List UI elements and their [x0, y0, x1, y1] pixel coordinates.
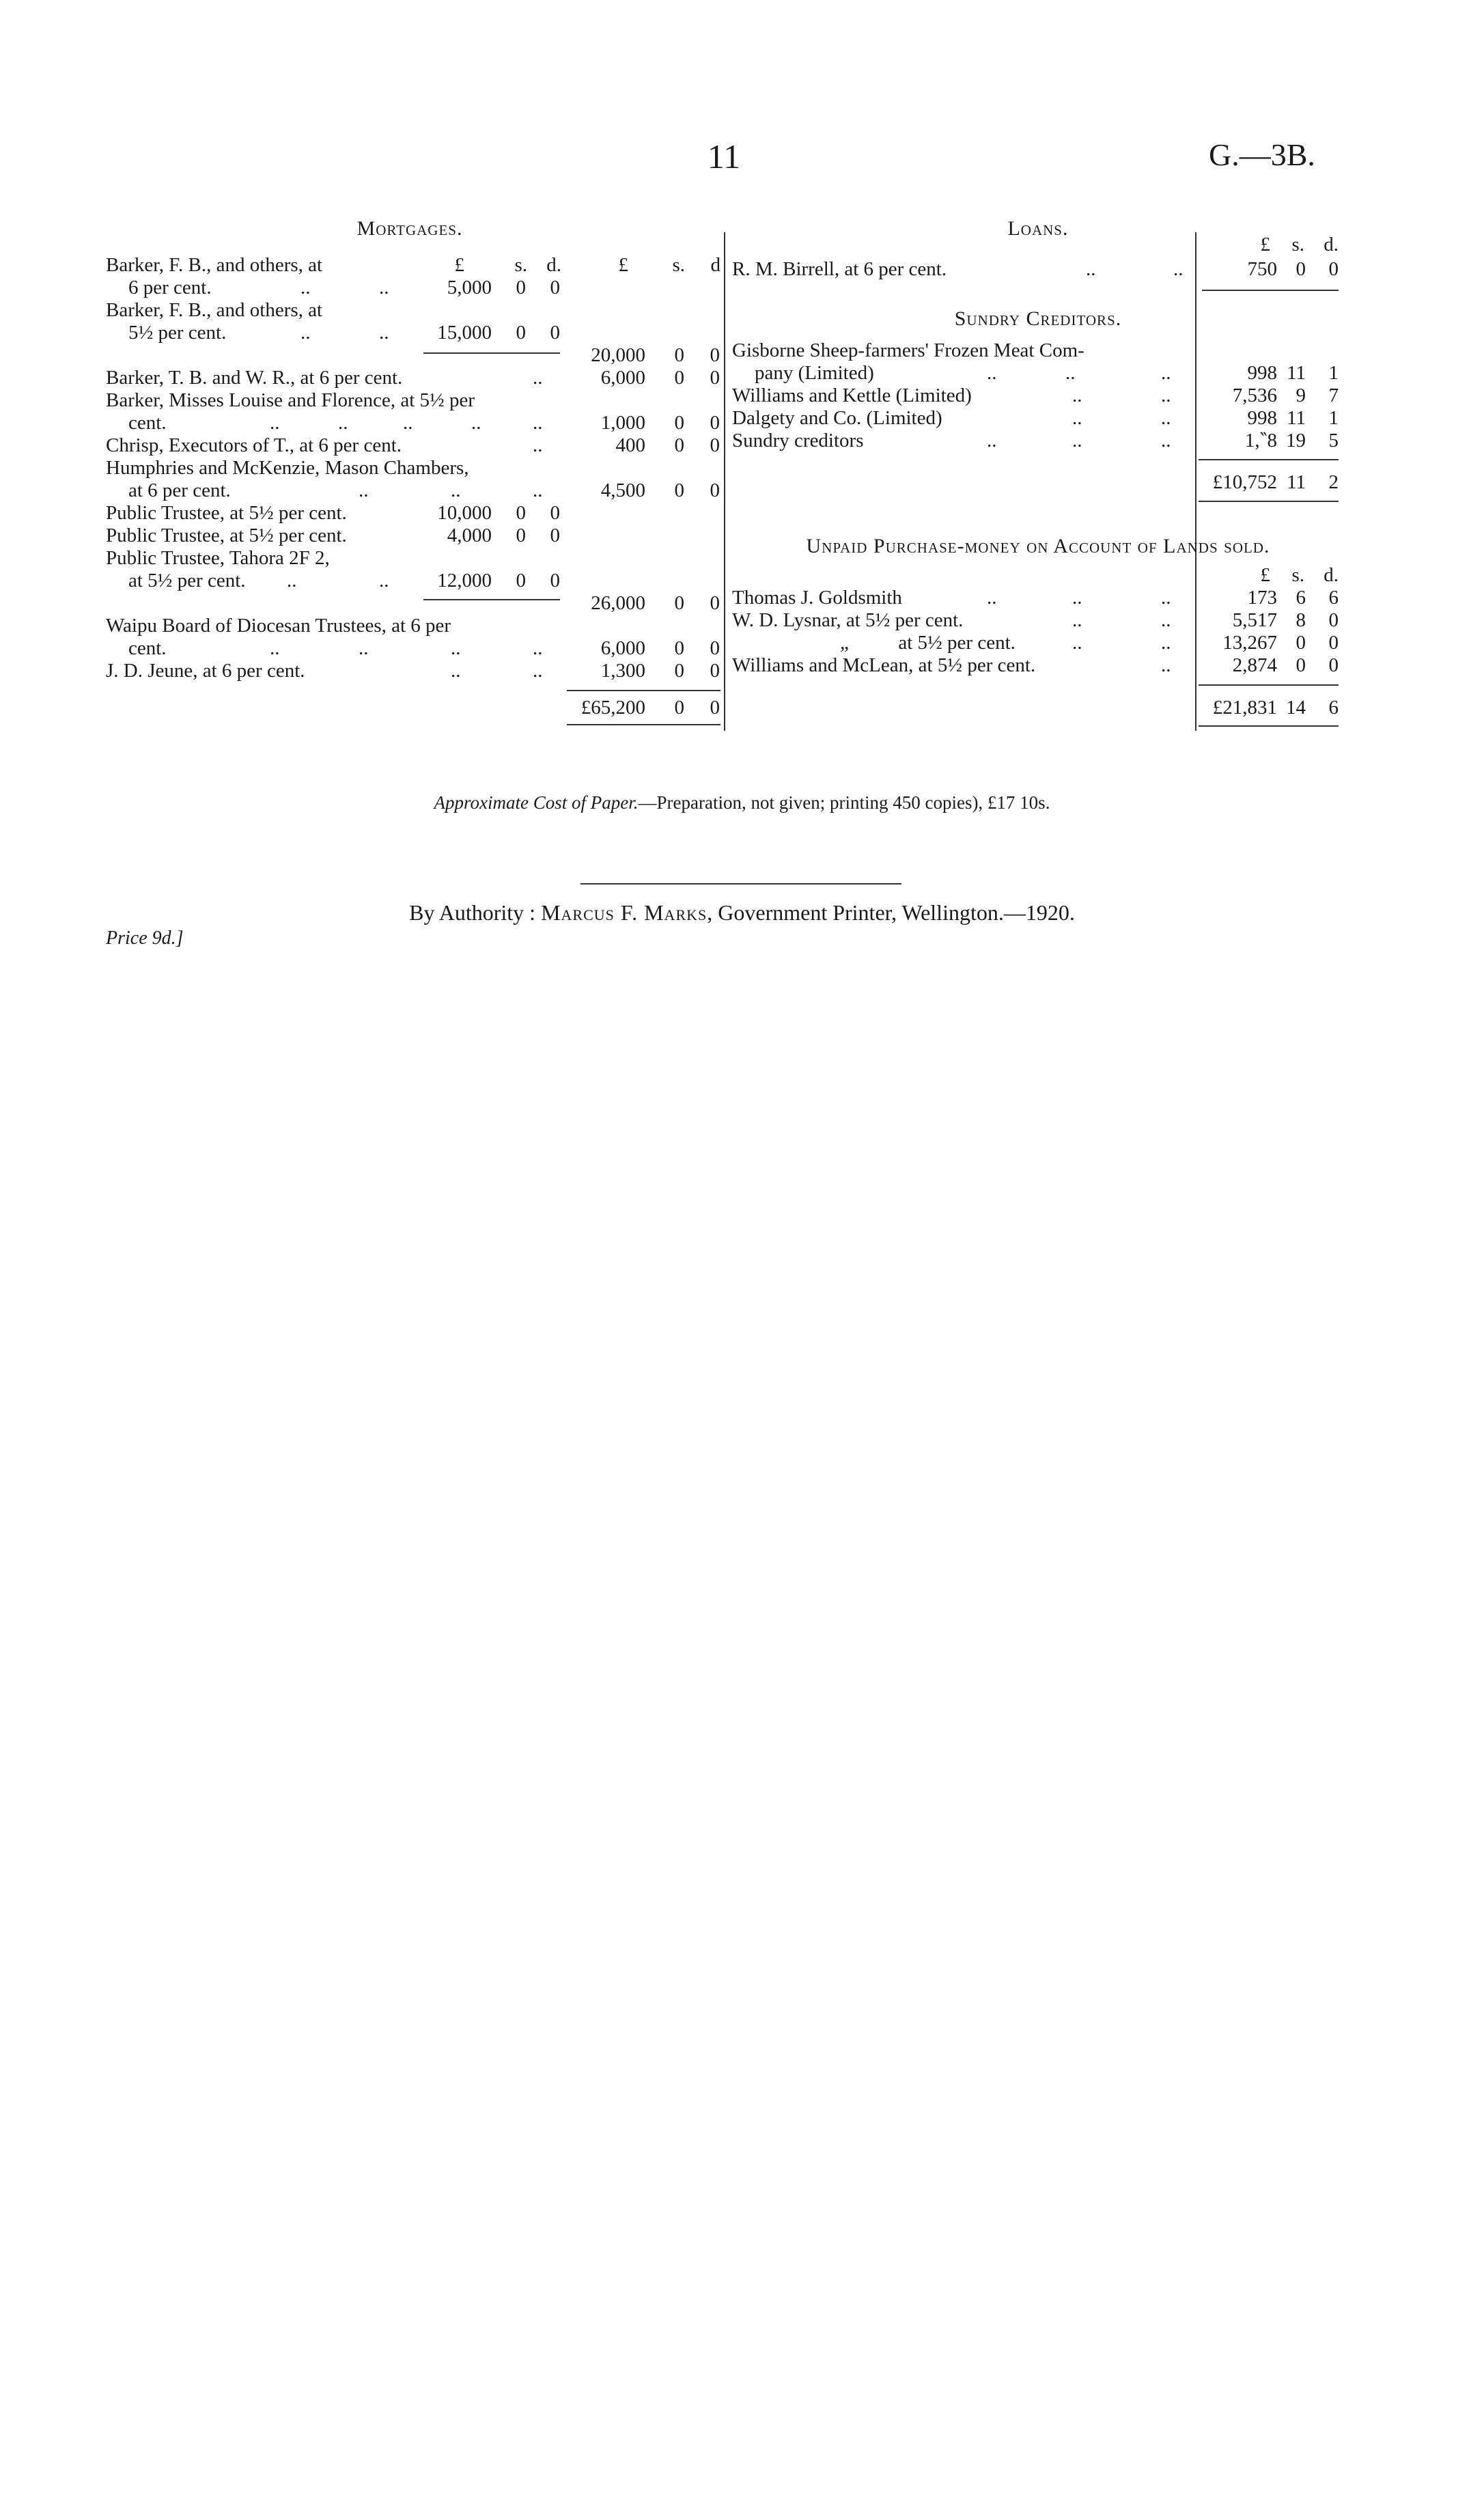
loan-birrell: R. M. Birrell, at 6 per cent. [732, 258, 947, 280]
mortgages-col-s: s. [514, 254, 527, 276]
left-column-divider [724, 232, 725, 731]
mortgage-amount-pounds: 1,000 [600, 412, 645, 434]
unpaid-amount-pence: 0 [1328, 632, 1339, 654]
mortgage-subtotal-pence: 0 [710, 344, 720, 366]
mortgage-amount-pounds: 5,000 [447, 277, 492, 298]
leader-dots: .. [1161, 609, 1171, 631]
leader-dots: .. [987, 587, 997, 609]
mortgage-amount-pounds: 6,000 [600, 367, 645, 389]
creditor-amount-shillings: 11 [1287, 362, 1306, 384]
mortgage-amount-pence: 0 [710, 412, 720, 434]
mortgage-amount-pence: 0 [710, 479, 720, 501]
mortgage-public-trustee-3-line2: at 5½ per cent. [128, 570, 246, 591]
leader-dots: .. [379, 322, 389, 344]
mortgage-amount-shillings: 0 [674, 367, 684, 389]
mortgage-waipu-line2: cent. [128, 637, 167, 659]
mortgage-amount-pounds: 1,300 [600, 660, 645, 682]
unpaid-amount-shillings: 0 [1296, 632, 1306, 654]
mortgage-amount-shillings: 0 [674, 434, 684, 456]
mortgage-subtotal-shillings: 0 [674, 592, 684, 614]
unpaid-col-d: d. [1324, 564, 1339, 586]
mortgage-amount-shillings: 0 [674, 637, 684, 659]
unpaid-amount-pounds: 173 [1247, 587, 1277, 609]
unpaid-total-shillings: 14 [1286, 697, 1306, 719]
mortgage-amount-pounds: 4,500 [600, 479, 645, 501]
creditor-amount-pounds: 998 [1247, 362, 1277, 384]
loans-rule [1202, 290, 1339, 291]
mortgage-amount-pounds: 12,000 [437, 570, 492, 591]
leader-dots: .. [403, 412, 413, 434]
leader-dots: .. [987, 362, 997, 384]
loan-amount-shillings: 0 [1296, 258, 1306, 280]
leader-dots: .. [1161, 654, 1171, 676]
mortgage-amount-shillings: 0 [516, 322, 526, 344]
creditor-amount-pounds: 1,‶8 [1244, 430, 1277, 451]
mortgage-public-trustee-2: Public Trustee, at 5½ per cent. [106, 525, 347, 546]
authority-text: , Government Printer, Wellington.—1920. [707, 900, 1075, 925]
creditor-amount-pence: 1 [1328, 362, 1339, 384]
unpaid-total-rule [1199, 684, 1339, 686]
unpaid-col-s: s. [1291, 564, 1304, 586]
mortgage-amount-pence: 0 [710, 637, 720, 659]
sundry-total-rule-bottom [1199, 501, 1339, 502]
mortgages-heading: Mortgages. [356, 217, 463, 240]
page-number: 11 [707, 137, 741, 176]
leader-dots: .. [533, 479, 543, 501]
leader-dots: .. [1161, 362, 1171, 384]
leader-dots: .. [1161, 407, 1171, 429]
creditor-gisborne-line2: pany (Limited) [755, 362, 874, 384]
creditor-amount-shillings: 19 [1286, 430, 1306, 451]
loans-col-pound: £ [1260, 234, 1270, 255]
mortgage-amount-pence: 0 [550, 525, 560, 546]
mortgage-public-trustee-3-line1: Public Trustee, Tahora 2F 2, [106, 547, 330, 569]
authority-label: By Authority : [409, 900, 536, 925]
mortgages-col-pound: £ [454, 254, 464, 276]
total-rule-bottom [567, 724, 720, 725]
sundry-total-rule [1199, 459, 1339, 460]
creditor-sundry: Sundry creditors [732, 430, 864, 451]
unpaid-col-pound: £ [1260, 564, 1270, 586]
sundry-total-pounds: £10,752 [1212, 471, 1277, 493]
mortgage-barker-fb-2-line2: 5½ per cent. [128, 322, 227, 344]
unpaid-mclean: Williams and McLean, at 5½ per cent. [732, 654, 1036, 676]
leader-dots: .. [300, 322, 311, 344]
creditor-amount-pence: 1 [1328, 407, 1339, 429]
mortgage-subtotal-pounds: 20,000 [591, 344, 645, 366]
mortgage-barker-fb-1-line2: 6 per cent. [128, 277, 212, 298]
mortgage-amount-shillings: 0 [516, 277, 526, 298]
loan-amount-pence: 0 [1328, 258, 1339, 280]
leader-dots: .. [451, 660, 461, 682]
leader-dots: .. [533, 660, 543, 682]
unpaid-total-pence: 6 [1328, 697, 1339, 719]
leader-dots: .. [1072, 407, 1082, 429]
mortgage-public-trustee-1: Public Trustee, at 5½ per cent. [106, 502, 347, 524]
leader-dots: .. [533, 637, 543, 659]
mortgage-amount-shillings: 0 [516, 570, 526, 591]
mortgage-waipu-line1: Waipu Board of Diocesan Trustees, at 6 per [106, 615, 451, 637]
leader-dots: .. [451, 479, 461, 501]
leader-dots: .. [471, 412, 481, 434]
sundry-total-shillings: 11 [1287, 471, 1306, 493]
leader-dots: .. [1072, 385, 1082, 406]
total-rule [567, 690, 720, 691]
mortgage-jeune: J. D. Jeune, at 6 per cent. [106, 660, 305, 682]
creditor-amount-pence: 5 [1328, 430, 1339, 451]
unpaid-amount-shillings: 0 [1296, 654, 1306, 676]
leader-dots: .. [533, 434, 543, 456]
mortgages-col-s2: s. [672, 254, 685, 276]
leader-dots: .. [379, 570, 389, 591]
footer-divider [580, 883, 901, 885]
loans-col-d: d. [1324, 234, 1339, 255]
unpaid-total-pounds: £21,831 [1212, 697, 1277, 719]
unpaid-amount-pounds: 2,874 [1232, 654, 1277, 676]
creditor-gisborne-line1: Gisborne Sheep-farmers' Frozen Meat Com- [732, 339, 1084, 361]
unpaid-amount-pence: 0 [1328, 654, 1339, 676]
leader-dots: .. [1161, 385, 1171, 406]
leader-dots: .. [1072, 609, 1082, 631]
mortgage-amount-pounds: 15,000 [437, 322, 492, 344]
creditor-williams-kettle: Williams and Kettle (Limited) [732, 385, 972, 406]
unpaid-amount-pounds: 13,267 [1222, 632, 1277, 654]
mortgages-col-d: d. [546, 254, 561, 276]
leader-dots: .. [533, 412, 543, 434]
mortgage-amount-shillings: 0 [674, 660, 684, 682]
unpaid-amount-shillings: 6 [1296, 587, 1306, 609]
unpaid-amount-pounds: 5,517 [1232, 609, 1277, 631]
mortgage-barker-fb-1-line1: Barker, F. B., and others, at [106, 254, 323, 276]
mortgage-amount-pence: 0 [550, 322, 560, 344]
cost-of-paper-label: Approximate Cost of Paper. [434, 792, 639, 813]
loans-col-s: s. [1291, 234, 1304, 255]
leader-dots: .. [359, 637, 369, 659]
mortgages-col-d2: d [710, 254, 720, 276]
leader-dots: .. [1072, 632, 1082, 654]
unpaid-amount-pence: 0 [1328, 609, 1339, 631]
mortgage-amount-pounds: 10,000 [437, 502, 492, 524]
creditor-amount-pence: 7 [1328, 385, 1339, 406]
sundry-creditors-heading: Sundry Creditors. [954, 307, 1122, 330]
creditor-amount-shillings: 9 [1296, 385, 1306, 406]
leader-dots: .. [270, 412, 280, 434]
leader-dots: .. [338, 412, 348, 434]
leader-dots: .. [1161, 632, 1171, 654]
mortgage-barker-fb-2-line1: Barker, F. B., and others, at [106, 299, 323, 321]
mortgage-amount-pence: 0 [550, 570, 560, 591]
price: Price 9d.] [106, 928, 184, 949]
mortgage-subtotal-shillings: 0 [674, 344, 684, 366]
mortgage-amount-pounds: 6,000 [600, 637, 645, 659]
mortgage-amount-shillings: 0 [674, 479, 684, 501]
creditor-amount-shillings: 11 [1287, 407, 1306, 429]
mortgage-barker-misses-line1: Barker, Misses Louise and Florence, at 5½ per [106, 389, 475, 411]
authority-line [0, 900, 1484, 925]
leader-dots: .. [1065, 362, 1076, 384]
loan-amount-pounds: 750 [1247, 258, 1277, 280]
leader-dots: .. [287, 570, 297, 591]
loans-heading: Loans. [1007, 217, 1069, 240]
mortgage-humphries-line2: at 6 per cent. [128, 479, 231, 501]
leader-dots: .. [359, 479, 369, 501]
creditor-amount-pounds: 7,536 [1232, 385, 1277, 406]
sundry-total-pence: 2 [1328, 471, 1339, 493]
mortgage-humphries-line1: Humphries and McKenzie, Mason Chambers, [106, 457, 469, 479]
mortgage-amount-pence: 0 [710, 367, 720, 389]
mortgage-amount-pence: 0 [550, 277, 560, 298]
subtotal-rule [423, 352, 560, 354]
leader-dots: .. [1161, 587, 1171, 609]
leader-dots: .. [379, 277, 389, 298]
unpaid-total-rule-bottom [1199, 725, 1339, 727]
unpaid-goldsmith: Thomas J. Goldsmith [732, 587, 902, 609]
unpaid-amount-pence: 6 [1328, 587, 1339, 609]
subtotal-rule [423, 599, 560, 600]
creditor-dalgety: Dalgety and Co. (Limited) [732, 407, 942, 429]
document-reference: G.—3B. [1209, 137, 1315, 172]
leader-dots: .. [1173, 258, 1184, 280]
mortgage-amount-shillings: 0 [516, 502, 526, 524]
cost-of-paper-text: —Preparation, not given; printing 450 copies), £17 10s. [638, 792, 1050, 813]
mortgage-amount-pence: 0 [550, 502, 560, 524]
mortgage-subtotal-pence: 0 [710, 592, 720, 614]
creditor-amount-pounds: 998 [1247, 407, 1277, 429]
printer-name: Marcus F. Marks [541, 900, 708, 925]
mortgages-col-pound2: £ [618, 254, 628, 276]
mortgage-subtotal-pounds: 26,000 [591, 592, 645, 614]
leader-dots: .. [1072, 430, 1082, 451]
mortgage-amount-pence: 0 [710, 660, 720, 682]
unpaid-purchase-heading: Unpaid Purchase-money on Account of Lands sold. [806, 535, 1270, 557]
unpaid-lysnar-2: „ at 5½ per cent. [840, 632, 1016, 654]
leader-dots: .. [270, 637, 280, 659]
mortgage-amount-shillings: 0 [516, 525, 526, 546]
mortgages-total-pounds: £65,200 [580, 697, 645, 719]
mortgage-amount-pounds: 4,000 [447, 525, 492, 546]
leader-dots: .. [451, 637, 461, 659]
leader-dots: .. [1072, 587, 1082, 609]
mortgage-amount-pence: 0 [710, 434, 720, 456]
mortgages-total-pence: 0 [710, 697, 720, 719]
unpaid-amount-shillings: 8 [1296, 609, 1306, 631]
mortgage-barker-tb: Barker, T. B. and W. R., at 6 per cent. [106, 367, 403, 389]
leader-dots: .. [533, 367, 543, 389]
unpaid-lysnar-1: W. D. Lysnar, at 5½ per cent. [732, 609, 964, 631]
mortgage-amount-pounds: 400 [615, 434, 645, 456]
mortgages-total-shillings: 0 [674, 697, 684, 719]
mortgage-amount-shillings: 0 [674, 412, 684, 434]
cost-of-paper-note [0, 792, 1484, 813]
leader-dots: .. [987, 430, 997, 451]
mortgage-barker-misses-line2: cent. [128, 412, 167, 434]
leader-dots: .. [300, 277, 311, 298]
leader-dots: .. [1161, 430, 1171, 451]
mortgage-chrisp: Chrisp, Executors of T., at 6 per cent. [106, 434, 402, 456]
leader-dots: .. [1086, 258, 1096, 280]
